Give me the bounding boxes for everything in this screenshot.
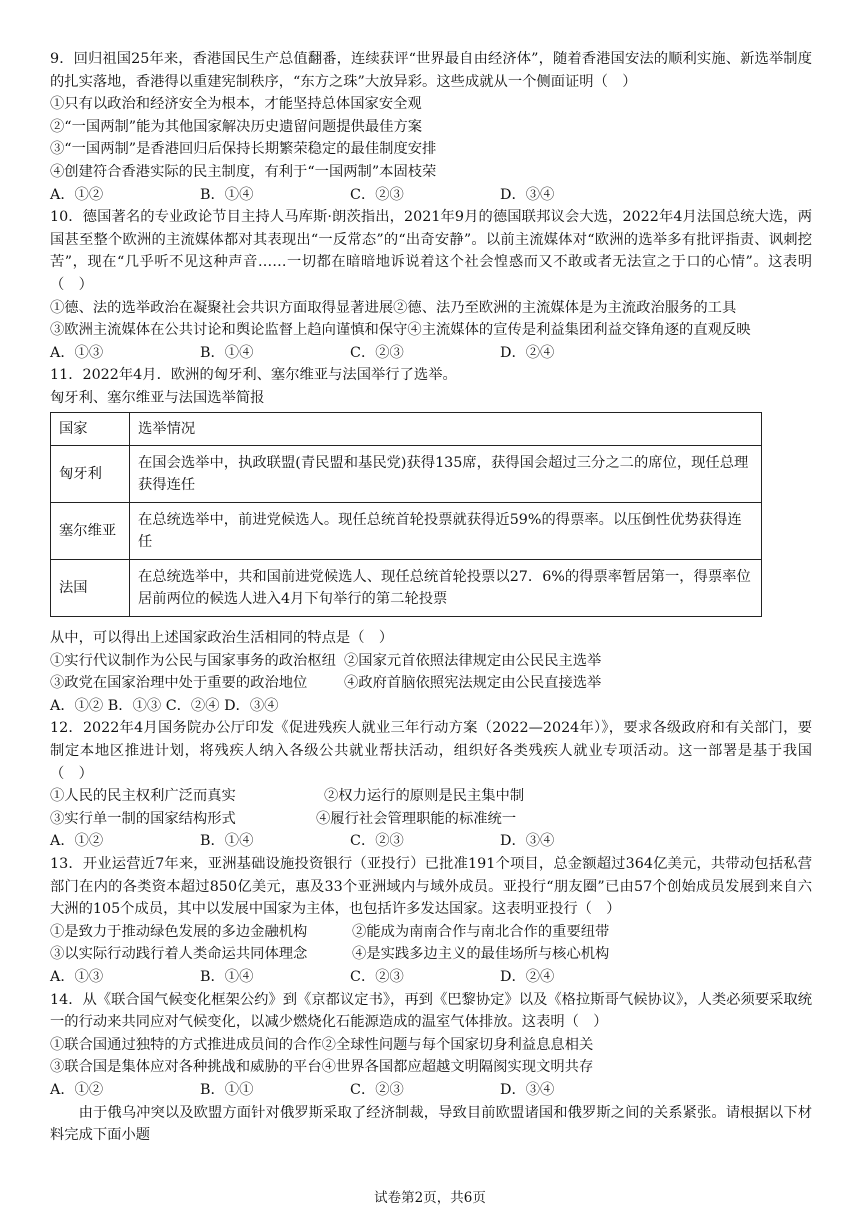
answer-options[interactable]: A．①② B．①③ C．②④ D．③④ bbox=[50, 697, 279, 714]
option-a[interactable]: A．①② bbox=[50, 833, 104, 850]
election-cell: 在总统选举中，前进党候选人。现任总统首轮投票就获得近59%的得票率。以压倒性优势获得连任 bbox=[130, 503, 762, 560]
table-title: 匈牙利、塞尔维亚与法国选举简报 bbox=[50, 389, 265, 406]
election-cell: 在总统选举中，共和国前进党候选人、现任总统首轮投票以27．6%的得票率暂居第一，得票率位居前两位的候选人进入4月下旬举行的第二轮投票 bbox=[130, 560, 762, 617]
option-c[interactable]: C．②③ bbox=[350, 344, 404, 361]
statement-row bbox=[50, 672, 812, 695]
question-12 bbox=[50, 717, 812, 853]
question-stem: 13．开业运营近7年来，亚洲基础设施投资银行（亚投行）已批准191个项目，总金额超过364亿美元，共带动包括私营部门在内的各类资本超过850亿美元，惠及33个亚洲域内与域外成员。亚投行“朋友圈”已由57个创始成员发展到来自六大洲的105个成员，其中以发展中国家为主体，也包括许多发达国家。这表明亚投行（ ） bbox=[50, 856, 812, 918]
material-intro: 由于俄乌冲突以及欧盟方面针对俄罗斯采取了经济制裁，导致目前欧盟诸国和俄罗斯之间的关系紧张。请根据以下材料完成下面小题 bbox=[50, 1104, 812, 1144]
statement-row bbox=[50, 921, 812, 944]
statement-row bbox=[50, 943, 812, 966]
option-a[interactable]: A．①② bbox=[50, 1081, 104, 1098]
statement: ④履行社会管理职能的标准统一 bbox=[316, 810, 517, 827]
table-row bbox=[51, 560, 762, 617]
statement: ③“一国两制”是香港回归后保持长期繁荣稳定的最佳制度安排 bbox=[50, 141, 437, 158]
option-d[interactable]: D．③④ bbox=[500, 833, 555, 850]
option-b[interactable]: B．①④ bbox=[200, 344, 254, 361]
election-cell: 在国会选举中，执政联盟(青民盟和基民党)获得135席，获得国会超过三分之二的席位，现任总理获得连任 bbox=[130, 446, 762, 503]
statement: ③欧洲主流媒体在公共讨论和舆论监督上趋向谨慎和保守④主流媒体的宣传是利益集团利益交锋角逐的直观反映 bbox=[50, 322, 751, 339]
statement: ③以实际行动践行着人类命运共同体理念 bbox=[50, 946, 308, 963]
option-a[interactable]: A．①② bbox=[50, 186, 104, 203]
statement: ④政府首脑依照宪法规定由公民直接选举 bbox=[344, 675, 602, 692]
election-table bbox=[50, 412, 762, 618]
option-c[interactable]: C．②③ bbox=[350, 833, 404, 850]
option-a[interactable]: A．①③ bbox=[50, 344, 104, 361]
option-d[interactable]: D．②④ bbox=[500, 344, 555, 361]
statement: ①联合国通过独特的方式推进成员间的合作②全球性问题与每个国家切身利益息息相关 bbox=[50, 1036, 594, 1053]
question-14 bbox=[50, 989, 812, 1102]
table-row bbox=[51, 446, 762, 503]
statement: ①人民的民主权利广泛而真实 bbox=[50, 788, 236, 805]
option-b[interactable]: B．①④ bbox=[200, 186, 254, 203]
answer-options bbox=[50, 830, 812, 853]
option-c[interactable]: C．②③ bbox=[350, 969, 404, 985]
question-9 bbox=[50, 48, 812, 206]
statement: ③联合国是集体应对各种挑战和威胁的平台④世界各国都应超越文明隔阂实现文明共存 bbox=[50, 1059, 594, 1076]
question-prompt: 从中，可以得出上述国家政治生活相同的特点是（ ） bbox=[50, 630, 394, 647]
option-c[interactable]: C．②③ bbox=[350, 186, 404, 203]
exam-page bbox=[50, 48, 812, 1147]
country-cell: 法国 bbox=[51, 560, 130, 617]
question-13 bbox=[50, 853, 812, 989]
table-row bbox=[51, 503, 762, 560]
statement: ②权力运行的原则是民主集中制 bbox=[324, 788, 525, 805]
question-stem: 12．2022年4月国务院办公厅印发《促进残疾人就业三年行动方案（2022—2024年）》，要求各级政府和有关部门，要制定本地区推进计划，将残疾人纳入各级公共就业帮扶活动，组织好各类残疾人就业专项活动。这一部署是基于我国（ ） bbox=[50, 720, 812, 782]
statement-row bbox=[50, 808, 812, 831]
statement: ①德、法的选举政治在凝聚社会共识方面取得显著进展②德、法乃至欧洲的主流媒体是为主流政治服务的工具 bbox=[50, 299, 737, 316]
header-cell-situation: 选举情况 bbox=[130, 412, 762, 446]
statement: ①是致力于推动绿色发展的多边金融机构 bbox=[50, 923, 308, 940]
header-cell-country: 国家 bbox=[51, 412, 130, 446]
question-stem: 11．2022年4月．欧洲的匈牙利、塞尔维亚与法国举行了选举。 bbox=[50, 367, 457, 384]
answer-options bbox=[50, 184, 812, 207]
option-d[interactable]: D．③④ bbox=[500, 1081, 555, 1098]
question-stem: 9．回归祖国25年来，香港国民生产总值翻番，连续获评“世界最自由经济体”，随着香港国安法的顺利实施、新选举制度的扎实落地，香港得以重建宪制秩序，“东方之珠”大放异彩。这些成就从一个侧面证明（ ） bbox=[50, 51, 812, 90]
statement: ①实行代议制作为公民与国家事务的政治枢纽 bbox=[50, 652, 336, 669]
option-a[interactable]: A．①③ bbox=[50, 969, 104, 985]
statement: ①只有以政治和经济安全为根本，才能坚持总体国家安全观 bbox=[50, 96, 422, 113]
question-stem: 14．从《联合国气候变化框架公约》到《京都议定书》，再到《巴黎协定》以及《格拉斯哥气候协议》，人类必须要采取统一的行动来共同应对气候变化，以减少燃烧化石能源造成的温室气体排放。这表明（ ） bbox=[50, 991, 812, 1031]
statement: ②国家元首依照法律规定由公民民主选举 bbox=[344, 652, 602, 669]
table-header-row bbox=[51, 412, 762, 446]
statement: ②能成为南南合作与南北合作的重要纽带 bbox=[352, 923, 610, 940]
option-d[interactable]: D．②④ bbox=[500, 969, 555, 985]
answer-options bbox=[50, 342, 812, 365]
statement: ③政党在国家治理中处于重要的政治地位 bbox=[50, 675, 308, 692]
option-c[interactable]: C．②③ bbox=[350, 1081, 404, 1098]
option-b[interactable]: B．①① bbox=[200, 1081, 254, 1098]
statement-row bbox=[50, 785, 812, 808]
country-cell: 匈牙利 bbox=[51, 446, 130, 503]
statement: ②“一国两制”能为其他国家解决历史遗留问题提供最佳方案 bbox=[50, 118, 423, 135]
question-11 bbox=[50, 364, 812, 717]
question-stem: 10．德国著名的专业政论节目主持人马库斯·朗茨指出，2021年9月的德国联邦议会大选，2022年4月法国总统大选，两国甚至整个欧洲的主流媒体都对其表现出“一反常态”的“出奇安静”。以前主流媒体对“欧洲的选举多有批评指责、讽刺挖苦”，现在“几乎听不见这种声音……一切都在暗暗地诉说着这个社会惶惑而又不敢或者无法宣之于口的心情”。这表明（ ） bbox=[50, 209, 812, 293]
statement: ④是实践多边主义的最佳场所与核心机构 bbox=[352, 946, 610, 963]
page-footer: 试卷第2页，共6页 bbox=[374, 1190, 486, 1206]
country-cell: 塞尔维亚 bbox=[51, 503, 130, 560]
statement-row bbox=[50, 650, 812, 673]
answer-options bbox=[50, 966, 812, 989]
option-b[interactable]: B．①④ bbox=[200, 833, 254, 850]
option-b[interactable]: B．①④ bbox=[200, 969, 254, 985]
option-d[interactable]: D．③④ bbox=[500, 186, 555, 203]
question-10 bbox=[50, 206, 812, 364]
statement: ③实行单一制的国家结构形式 bbox=[50, 810, 236, 827]
statement: ④创建符合香港实际的民主制度，有利于“一国两制”本固枝荣 bbox=[50, 163, 437, 180]
answer-options bbox=[50, 1079, 812, 1102]
